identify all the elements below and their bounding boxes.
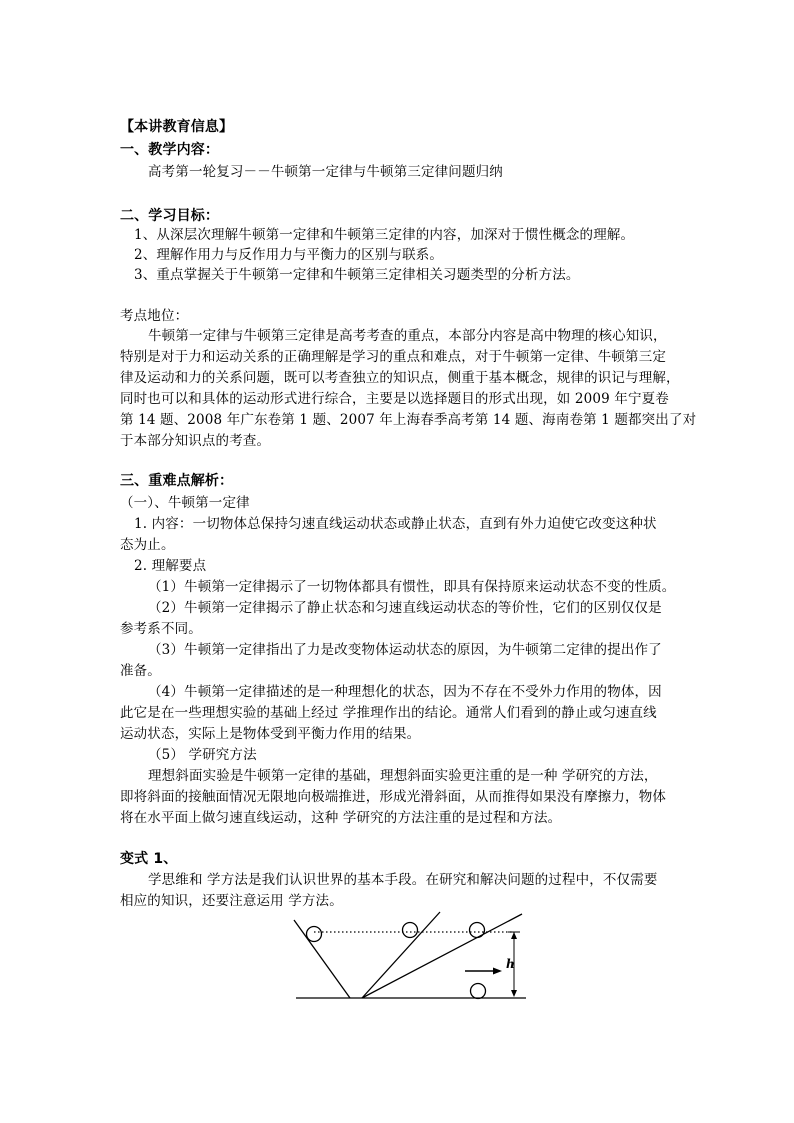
kaodian-line-6: 于本部分知识点的考查。: [120, 433, 271, 449]
velocity-arrow-head: [493, 968, 502, 975]
content-line-2: 态为止。: [120, 537, 175, 553]
ball-steep-slope: [403, 923, 418, 938]
point-1: （1）牛顿第一定律揭示了一切物体都具有惯性，即具有保持原来运动状态不变的性质。: [148, 579, 676, 595]
point-2-line-2: 参考系不同。: [120, 621, 202, 637]
height-label: h: [506, 957, 515, 971]
right-slope-steep: [362, 912, 440, 998]
section-3-heading: 三、重难点解析：: [120, 473, 234, 489]
kaodian-line-3: 律及运动和力的关系问题，既可以考查独立的知识点，侧重于基本概念，规律的识记与理解，: [120, 370, 680, 386]
kaodian-line-5: 第 14 题、2008 年广东卷第 1 题、2007 年上海春季高考第 14 题、海南卷第 1 题都突出了对: [120, 412, 697, 428]
method-line-2: 即将斜面的接触面情况无限地向极端推进，形成光滑斜面，从而推得如果没有摩擦力，物体: [120, 789, 666, 805]
height-arrow-top: [511, 932, 517, 939]
kaodian-line-4: 同时也可以和具体的运动形式进行综合，主要是以选择题目的形式出现，如 2009 年宁夏卷: [120, 391, 669, 407]
point-3-line-1: （3）牛顿第一定律指出了力是改变物体运动状态的原因，为牛顿第二定律的提出作了: [148, 642, 662, 658]
right-slope-gentle: [362, 914, 522, 998]
section-2-heading: 二、学习目标：: [120, 208, 220, 224]
subsection-1-heading: （一）、牛顿第一定律: [120, 495, 250, 511]
kaodian-heading: 考点地位：: [120, 308, 189, 324]
point-4-line-1: （4）牛顿第一定律描述的是一种理想化的状态，因为不存在不受外力作用的物体，因: [148, 684, 662, 700]
goal-item-2: 2、理解作用力与反作用力与平衡力的区别与联系。: [134, 247, 444, 263]
kaodian-line-2: 特别是对于力和运动关系的正确理解是学习的重点和难点，对于牛顿第一定律、牛顿第三定: [120, 349, 666, 365]
height-arrow-bottom: [511, 990, 517, 997]
goal-item-1: 1、从深层次理解牛顿第一定律和牛顿第三定律的内容，加深对于惯性概念的理解。: [134, 227, 635, 243]
ball-start: [307, 927, 322, 942]
content-line-1: 1. 内容：一切物体总保持匀速直线运动状态或静止状态，直到有外力迫使它改变这种状: [134, 516, 657, 532]
variant-line-1: 学思维和 学方法是我们认识世界的基本手段。在研究和解决问题的过程中，不仅需要: [148, 872, 658, 888]
goal-item-3: 3、重点掌握关于牛顿第一定律和牛顿第三定律相关习题类型的分析方法。: [134, 267, 580, 283]
section-1-content: 高考第一轮复习－－牛顿第一定律与牛顿第三定律问题归纳: [148, 164, 503, 180]
variant-line-2: 相应的知识，还要注意运用 学方法。: [120, 893, 343, 909]
method-line-3: 将在水平面上做匀速直线运动，这种 学研究的方法注重的是过程和方法。: [120, 810, 562, 826]
page-title: 【本讲教育信息】: [120, 119, 234, 135]
inclined-plane-figure: [290, 910, 530, 1006]
kaodian-line-1: 牛顿第一定律与牛顿第三定律是高考考查的重点，本部分内容是高中物理的核心知识，: [148, 328, 667, 344]
method-line-1: 理想斜面实验是牛顿第一定律的基础，理想斜面实验更注重的是一种 学研究的方法，: [148, 768, 658, 784]
point-5: （5） 学研究方法: [148, 747, 257, 763]
point-4-line-2: 此它是在一些理想实验的基础上经过 学推理作出的结论。通常人们看到的静止或匀速直线: [120, 705, 657, 721]
point-4-line-3: 运动状态，实际上是物体受到平衡力作用的结果。: [120, 726, 421, 742]
ball-horizontal: [471, 984, 486, 999]
ball-gentle-slope: [470, 923, 485, 938]
section-1-heading: 一、教学内容：: [120, 142, 220, 158]
point-2-line-1: （2）牛顿第一定律揭示了静止状态和匀速直线运动状态的等价性，它们的区别仅仅是: [148, 600, 662, 616]
understand-heading: 2. 理解要点: [134, 558, 207, 574]
variant-heading: 变式 1、: [120, 851, 178, 867]
point-3-line-2: 准备。: [120, 663, 161, 679]
